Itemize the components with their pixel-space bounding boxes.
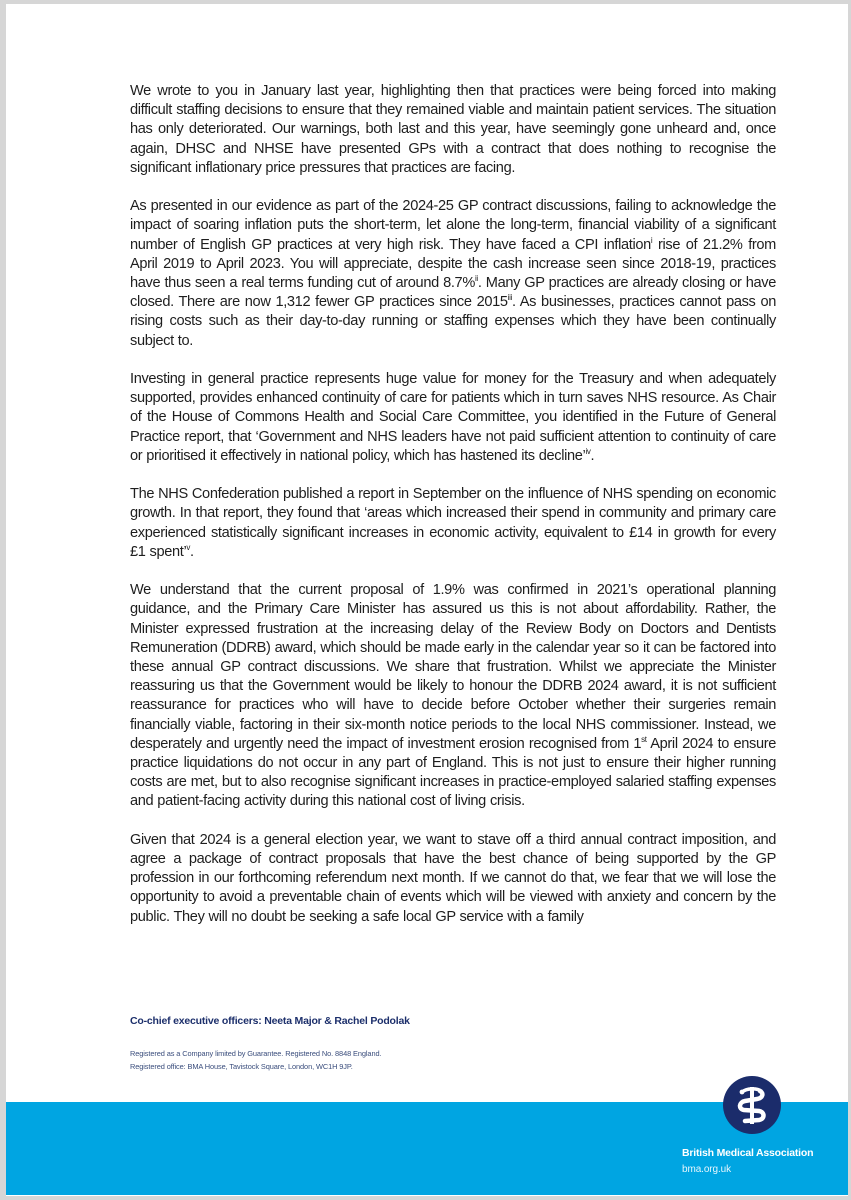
paragraph-text: .: [590, 447, 595, 464]
paragraph-text: The NHS Confederation published a report in September on the influence of NHS spending on economic growth. In that report, they found that ‘areas which increased their spend in community and primary care experienced statistically significant increases in economic activity, equivalent to £14 in growth for every £1 spent’: [130, 486, 776, 560]
paragraph: [130, 82, 776, 178]
chief-executive-officers: Co-chief executive officers: Neeta Major & Rachel Podolak: [130, 1015, 410, 1027]
paragraph-text: We understand that the current proposal of 1.9% was confirmed in 2021’s operational planning guidance, and the Primary Care Minister has assured us this is not about affordability. Rather, the Minister expressed frustration at the increasing delay of the Review Body on Doctors and Dentists Remuneration (DDRB) award, which should be made early in the calendar year so it can be factored into these annual GP contract discussions. We share that frustration. Whilst we appreciate the Minister reassuring us that the Government would be likely to honour the DDRB 2024 award, it is not sufficient reassurance for practices who will have to decide before October whether their surgeries remain financially viable, factoring in their six-month notice periods to the local NHS commissioner. Instead, we desperately and urgently need the impact of investment erosion recognised from 1: [130, 582, 776, 752]
letter-body: [130, 82, 776, 946]
bma-logo-icon: [723, 1076, 781, 1134]
paragraph-text: We wrote to you in January last year, highlighting then that practices were being forced into making difficult staffing decisions to ensure that they remained viable and maintain patient services. The situation has only deteriorated. Our warnings, both last and this year, have seemingly gone unheard and, once again, DHSC and NHSE have presented GPs with a contract that does nothing to recognise the significant inflationary price pressures that practices are facing.: [130, 83, 776, 176]
registration-details: [130, 1047, 381, 1073]
paragraph: [130, 485, 776, 562]
footnote-reference: iv: [585, 446, 591, 456]
paragraph: [130, 197, 776, 351]
paragraph-text: April 2024 to ensure practice liquidations do not occur in any part of England. This is not just to ensure their higher running costs are met, but to also recognise significant increases in practice-employed salaried staffing expenses and patient-facing activity during this national cost of living crisis.: [130, 735, 776, 810]
paragraph: [130, 831, 776, 927]
organisation-url[interactable]: bma.org.uk: [682, 1164, 732, 1175]
footnote-reference: v: [186, 542, 191, 552]
footnote-reference: ii: [474, 274, 478, 284]
paragraph-text: .: [190, 543, 194, 560]
paragraph-text: As presented in our evidence as part of the 2024-25 GP contract discussions, failing to acknowledge the impact of soaring inflation puts the short-term, let alone the long-term, financial viability of a significant number of English GP practices at very high risk. They have faced a CPI inflation: [130, 198, 776, 253]
paragraph-text: . Many GP practices are already closing or have closed. There are now 1,312 fewer GP practices since 2015: [130, 275, 777, 311]
paragraph-text: Investing in general practice represents huge value for money for the Treasury and when adequately supported, provides enhanced continuity of care for patients which in turn saves NHS resource. As Chair of the House of Commons Health and Social Care Committee, you identified in the Future of General Practice report, that ‘Government and NHS leaders have not paid sufficient attention to continuity of care or prioritised it effectively in national policy, which has hastened its decline’: [130, 371, 776, 464]
paragraph: [130, 370, 776, 466]
paragraph: [130, 581, 776, 811]
footnote-reference: iii: [507, 293, 512, 303]
organisation-name: British Medical Association: [682, 1147, 814, 1159]
registration-line: Registered as a Company limited by Guarantee. Registered No. 8848 England.: [130, 1049, 382, 1058]
footnote-reference: st: [641, 734, 647, 744]
footnote-reference: i: [650, 235, 653, 245]
paragraph-text: . As businesses, practices cannot pass on rising costs such as their day-to-day running or staffing expenses which they have been continually subject to.: [130, 294, 776, 349]
paragraph-text: Given that 2024 is a general election year, we want to stave off a third annual contract imposition, and agree a package of contract proposals that have the best chance of being supported by the GP profession in our forthcoming referendum next month. If we cannot do that, we fear that we will lose the opportunity to avoid a preventable chain of events which will be viewed with anxiety and concern by the public. They will no doubt be seeking a safe local GP service with a family: [130, 831, 776, 925]
registered-office-line: Registered office: BMA House, Tavistock Square, London, WC1H 9JP.: [130, 1062, 353, 1071]
letter-page: [6, 4, 848, 1196]
paragraph-text: rise of 21.2% from April 2019 to April 2023. You will appreciate, despite the cash increase seen since 2018-19, practices have thus seen a real terms funding cut of around 8.7%: [130, 236, 776, 292]
